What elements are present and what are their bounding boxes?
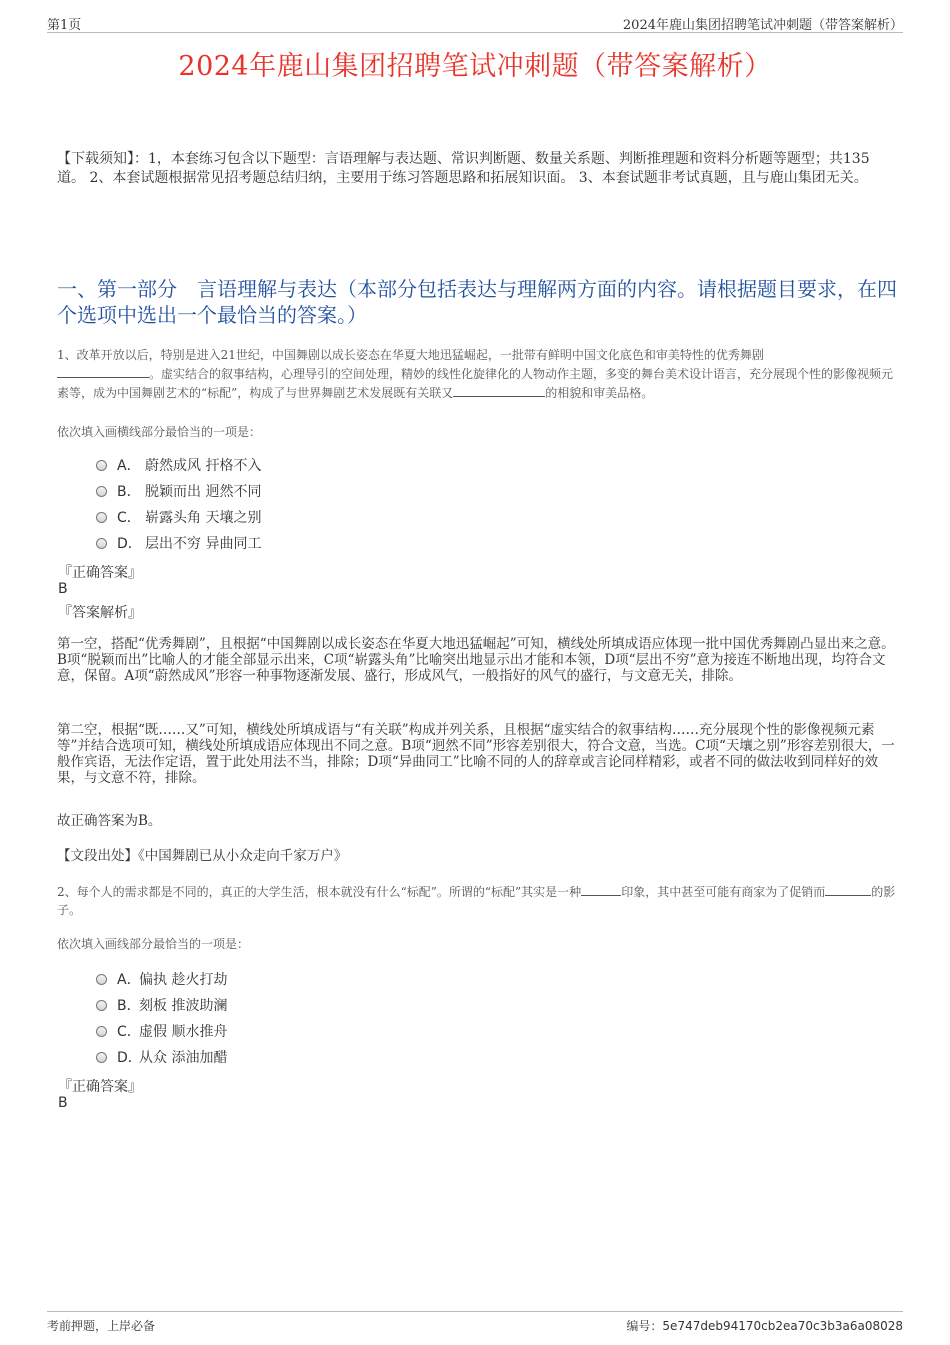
option-c[interactable]: C． 虚假 顺水推舟 — [96, 1018, 227, 1044]
document-title: 2024年鹿山集团招聘笔试冲刺题（带答案解析） — [178, 51, 772, 82]
source-citation: 【文段出处】《中国舞剧已从小众走向千家万户》 — [57, 848, 348, 864]
analysis-conclusion: 故正确答案为B。 — [57, 813, 162, 829]
radio-button-icon[interactable] — [96, 538, 107, 549]
radio-button-icon[interactable] — [96, 974, 107, 985]
question-1-options — [96, 452, 261, 556]
radio-button-icon[interactable] — [96, 1000, 107, 1011]
radio-button-icon[interactable] — [96, 486, 107, 497]
section-heading: 一、第一部分 言语理解与表达（本部分包括表达与理解两方面的内容。请根据题目要求，在四个选项中选出一个最恰当的答案。） — [57, 277, 897, 327]
page-header — [47, 14, 903, 33]
fill-blank — [453, 383, 545, 397]
analysis-paragraph-2: 第二空，根据“既……又”可知，横线处所填成语与“有关联”构成并列关系，且根据“虚实结合的叙事结构……充分展现个性的影像视频元素等”并结合选项可知，横线处所填成语应体现出不同之意。B项“迥然不同”形容差别很大，符合文意，当选。C项“天壤之别”形容差别很大，一般作宾语，无法作定语，置于此处用法不当，排除；D项“异曲同工”比喻不同的人的辞章或言论同样精彩，或者不同的做法收到同样好的效果，与文意不符，排除。 — [57, 722, 895, 786]
option-a[interactable]: A． 偏执 趁火打劫 — [96, 966, 227, 992]
download-notice: 【下载须知】：1，本套练习包含以下题型：言语理解与表达题、常识判断题、数量关系题、判断推理题和资料分析题等题型；共135道。 2、本套试题根据常见招考题总结归纳，主要用于练习答题思路和拓展知识面。 3、本套试题非考试真题，且与鹿山集团无关。 — [57, 151, 870, 186]
option-b[interactable]: B． 脱颖而出 迥然不同 — [96, 478, 261, 504]
radio-button-icon[interactable] — [96, 1052, 107, 1063]
question-2-options — [96, 966, 227, 1070]
question-2-prompt: 依次填入画线部分最恰当的一项是： — [57, 937, 250, 951]
question-1-prompt: 依次填入画横线部分最恰当的一项是： — [57, 425, 262, 439]
page-number: 第1页 — [47, 18, 82, 33]
option-b[interactable]: B． 刻板 推波助澜 — [96, 992, 227, 1018]
page-footer — [47, 1311, 903, 1334]
fill-blank — [825, 882, 871, 896]
question-1-stem: 1、改革开放以后，特别是进入21世纪，中国舞剧以成长姿态在华夏大地迅猛崛起，一批带有鲜明中国文化底色和审美特性的优秀舞剧 。虚实结合的叙事结构，心理导引的空间处理，精妙的线性化旋律化的人物动作主题，多变的舞台美术设计语言，充分展现个性的影像视频元素等，成为中国舞剧艺术的“标配”，构成了与世界舞剧艺术发展既有关联又 的相貌和审美品格。 — [57, 348, 894, 400]
header-doc-title: 2024年鹿山集团招聘笔试冲刺题（带答案解析） — [622, 18, 903, 33]
footer-slogan: 考前押题，上岸必备 — [47, 1319, 156, 1333]
question-2-stem: 2、每个人的需求都是不同的，真正的大学生活，根本就没有什么“标配”。所谓的“标配”其实是一种 印象，其中甚至可能有商家为了促销而 的影子。 — [57, 882, 897, 919]
analysis-paragraph-1: 第一空，搭配“优秀舞剧”，且根据“中国舞剧以成长姿态在华夏大地迅猛崛起”可知，横线处所填成语应体现一批中国优秀舞剧凸显出来之意。B项“脱颖而出”比喻人的才能全部显示出来，C项“崭露头角”比喻突出地显示出才能和本领，D项“层出不穷”意为接连不断地出现，均符合文意，保留。A项“蔚然成风”形容一种事物逐渐发展、盛行，形成风气，一般指好的风气的盛行，与文意无关，排除。 — [57, 636, 895, 684]
option-d[interactable]: D． 层出不穷 异曲同工 — [96, 530, 261, 556]
footer-serial: 编号：5e747deb94170cb2ea70c3b3a6a08028 — [626, 1319, 903, 1333]
analysis-label: 『答案解析』 — [58, 605, 142, 621]
radio-button-icon[interactable] — [96, 1026, 107, 1037]
correct-answer-label: 『正确答案』 — [58, 565, 142, 581]
correct-answer-value: B — [58, 1095, 68, 1111]
option-a[interactable]: A． 蔚然成风 扞格不入 — [96, 452, 261, 478]
radio-button-icon[interactable] — [96, 512, 107, 523]
option-c[interactable]: C． 崭露头角 天壤之别 — [96, 504, 261, 530]
correct-answer-value: B — [58, 581, 68, 597]
option-d[interactable]: D． 从众 添油加醋 — [96, 1044, 227, 1070]
correct-answer-label: 『正确答案』 — [58, 1079, 142, 1095]
radio-button-icon[interactable] — [96, 460, 107, 471]
fill-blank — [581, 882, 621, 896]
fill-blank — [57, 364, 149, 378]
